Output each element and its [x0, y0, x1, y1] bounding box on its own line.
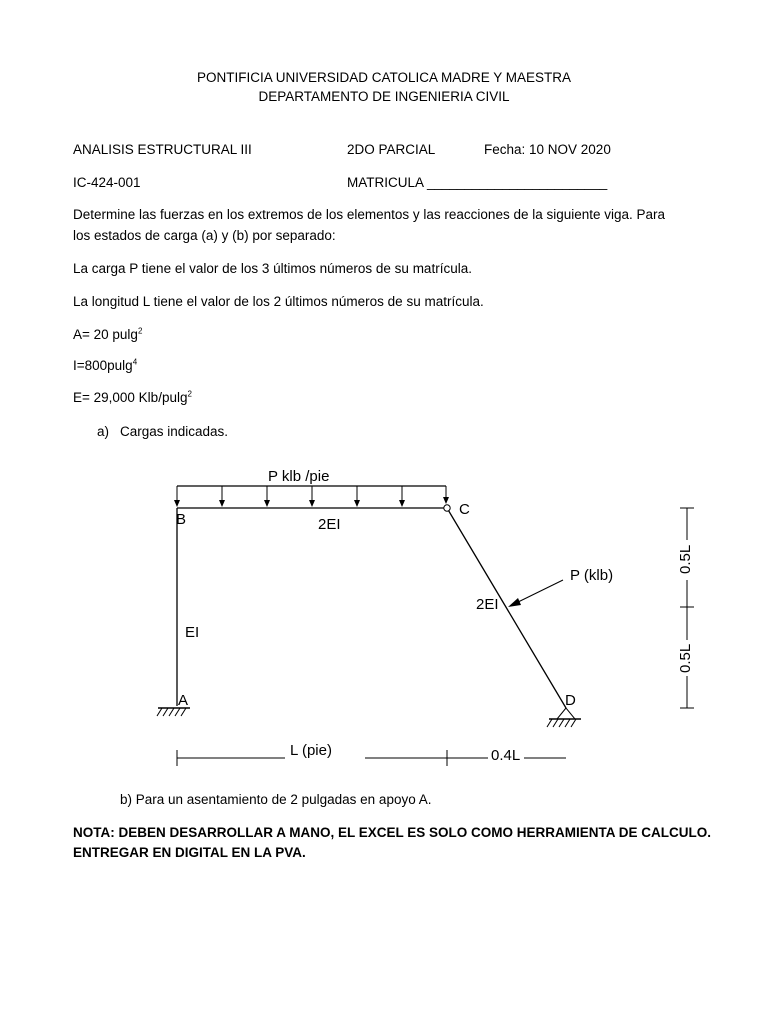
course-name: ANALISIS ESTRUCTURAL III	[73, 142, 252, 157]
vertical-dimension	[680, 508, 694, 708]
point-load-arrow	[508, 580, 563, 607]
area-exponent: 2	[137, 326, 143, 336]
length-l-definition: La longitud L tiene el valor de los 2 últimos números de su matrícula.	[73, 294, 484, 309]
distributed-load-label: P klb /pie	[268, 468, 330, 485]
dimension-l-label: L (pie)	[290, 742, 332, 759]
inertia-text: I=800pulg	[73, 358, 133, 373]
dimension-05l-bottom-label: 0.5L	[677, 643, 694, 673]
node-d-label: D	[565, 692, 576, 709]
distributed-load-arrows	[174, 486, 449, 507]
modulus-exponent: 2	[187, 389, 192, 399]
load-p-definition: La carga P tiene el valor de los 3 últimos números de su matrícula.	[73, 261, 472, 276]
department-name: DEPARTAMENTO DE INGENIERIA CIVIL	[258, 89, 510, 104]
node-b-label: B	[176, 511, 187, 528]
pin-support-d-icon	[547, 708, 581, 727]
beam-stiffness-label: 2EI	[318, 516, 341, 533]
fixed-support-a-icon	[157, 708, 190, 716]
dimension-05l-top-label: 0.5L	[677, 544, 694, 574]
node-a-label: A	[178, 692, 189, 709]
university-name: PONTIFICIA UNIVERSIDAD CATOLICA MADRE Y MAESTRA	[196, 70, 572, 85]
area-text: A= 20 pulg	[73, 327, 138, 342]
exam-name: 2DO PARCIAL	[347, 142, 436, 157]
dimension-04l-label: 0.4L	[491, 747, 521, 764]
exam-date: Fecha: 10 NOV 2020	[484, 142, 611, 157]
column-stiffness-label: EI	[185, 624, 200, 641]
matricula-field: MATRICULA ________________________	[347, 175, 608, 190]
course-code: IC-424-001	[73, 175, 141, 190]
note-line-1: NOTA: DEBEN DESARROLLAR A MANO, EL EXCEL ES SOLO COMO HERRAMIENTA DE CALCULO.	[73, 825, 712, 840]
item-a-marker: a)	[97, 424, 110, 439]
node-c-label: C	[459, 501, 470, 518]
item-a-text: Cargas indicadas.	[120, 424, 229, 439]
inclined-stiffness-label: 2EI	[476, 596, 499, 613]
point-load-label: P (klb)	[570, 567, 614, 584]
instruction-line-1: Determine las fuerzas en los extremos de los elementos y las reacciones de la siguiente viga. Para	[73, 207, 666, 222]
modulus-text: E= 29,000 Klb/pulg	[73, 390, 188, 405]
inertia-exponent: 4	[132, 357, 138, 367]
instruction-line-2: los estados de carga (a) y (b) por separado:	[73, 228, 336, 243]
member-cd	[447, 508, 566, 708]
hinge-c-icon	[444, 505, 450, 511]
item-b-text: b) Para un asentamiento de 2 pulgadas en apoyo A.	[120, 792, 432, 807]
note-line-2: ENTREGAR EN DIGITAL EN LA PVA.	[73, 845, 306, 860]
